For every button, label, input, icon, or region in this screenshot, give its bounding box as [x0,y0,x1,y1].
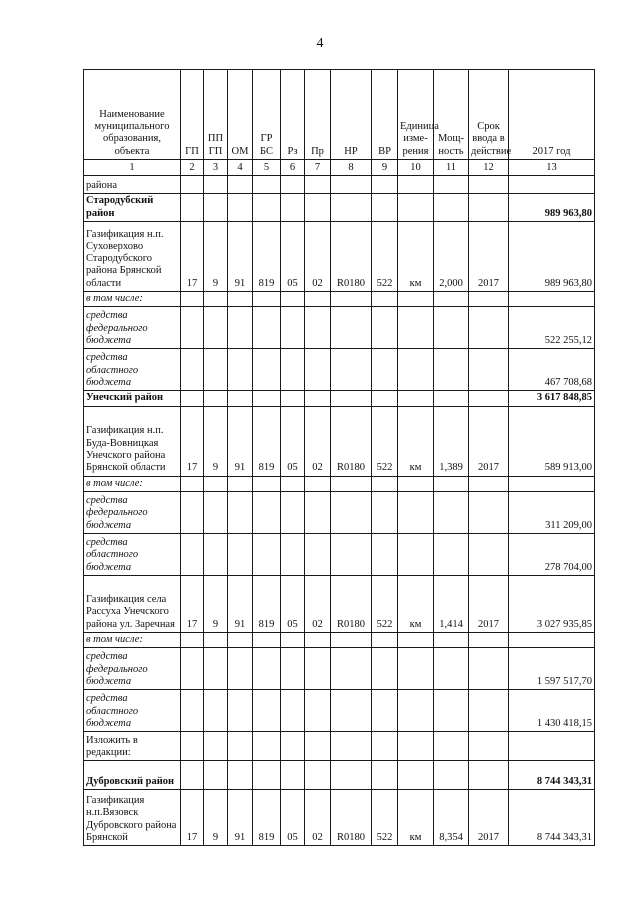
capacity-cell [434,761,469,790]
rz-cell: 05 [281,222,305,292]
grbs-cell: 819 [253,222,281,292]
column-number: 13 [509,160,595,176]
capacity-cell [434,690,469,732]
pr-cell [305,176,331,194]
vr-cell [372,648,398,690]
object-name-cell: Изложить в редакции: [84,732,181,761]
nr-cell [331,690,372,732]
pr-cell [305,476,331,491]
header-cell: Рз [281,70,305,160]
capacity-cell: 1,389 [434,406,469,476]
rz-cell [281,391,305,406]
unit-cell [398,648,434,690]
table-row [84,307,595,349]
gp-cell [181,176,204,194]
object-name-cell: Газификация села Рассуха Унечского района ул. Заречная [84,575,181,632]
budget-table [83,69,595,846]
table-row [84,690,595,732]
amount-2017-cell: 1 430 418,15 [509,690,595,732]
amount-2017-cell: 3 617 848,85 [509,391,595,406]
capacity-cell [434,292,469,307]
amount-2017-cell [509,476,595,491]
commission-year-cell: 2017 [469,790,509,846]
gp-cell [181,648,204,690]
vr-cell [372,690,398,732]
table-row [84,732,595,761]
header-cell: Наименование муниципального образования, объекта [84,70,181,160]
header-cell: ГП [181,70,204,160]
rz-cell [281,632,305,647]
capacity-cell [434,476,469,491]
om-cell: 91 [228,575,253,632]
vr-cell [372,176,398,194]
unit-cell: км [398,406,434,476]
table-row [84,176,595,194]
unit-cell [398,307,434,349]
commission-year-cell [469,690,509,732]
header-cell: 2017 год [509,70,595,160]
capacity-cell: 1,414 [434,575,469,632]
table-row [84,575,595,632]
nr-cell [331,292,372,307]
object-name-cell: средства федерального бюджета [84,307,181,349]
rz-cell [281,292,305,307]
pp-gp-cell [204,476,228,491]
object-name-cell: Дубровский район [84,761,181,790]
unit-cell [398,732,434,761]
table-row [84,632,595,647]
gp-cell [181,292,204,307]
commission-year-cell [469,761,509,790]
column-number: 3 [204,160,228,176]
amount-2017-cell [509,632,595,647]
header-cell: ОМ [228,70,253,160]
column-number: 1 [84,160,181,176]
header-cell: ГР БС [253,70,281,160]
unit-cell: км [398,575,434,632]
column-number: 11 [434,160,469,176]
pp-gp-cell [204,349,228,391]
commission-year-cell: 2017 [469,406,509,476]
gp-cell: 17 [181,406,204,476]
pr-cell [305,349,331,391]
commission-year-cell [469,176,509,194]
pr-cell [305,690,331,732]
grbs-cell: 819 [253,575,281,632]
commission-year-cell [469,391,509,406]
vr-cell [372,292,398,307]
vr-cell [372,307,398,349]
commission-year-cell [469,648,509,690]
grbs-cell [253,761,281,790]
capacity-cell: 2,000 [434,222,469,292]
column-number: 10 [398,160,434,176]
nr-cell: R0180 [331,406,372,476]
grbs-cell [253,307,281,349]
amount-2017-cell: 522 255,12 [509,307,595,349]
pp-gp-cell: 9 [204,790,228,846]
pr-cell [305,533,331,575]
pp-gp-cell [204,648,228,690]
header-cell: ВР [372,70,398,160]
object-name-cell: Газификация н.п. Суховерхово Стародубского района Брянской области [84,222,181,292]
table-row [84,761,595,790]
rz-cell [281,732,305,761]
column-number: 7 [305,160,331,176]
gp-cell [181,349,204,391]
rz-cell [281,176,305,194]
pr-cell [305,632,331,647]
unit-cell [398,194,434,222]
table-row [84,491,595,533]
nr-cell: R0180 [331,575,372,632]
table-row [84,533,595,575]
commission-year-cell [469,632,509,647]
om-cell [228,632,253,647]
nr-cell [331,632,372,647]
gp-cell [181,194,204,222]
pr-cell [305,491,331,533]
pr-cell [305,732,331,761]
column-number: 5 [253,160,281,176]
object-name-cell: Газификация н.п.Вязовск Дубровского района Брянской [84,790,181,846]
pr-cell: 02 [305,406,331,476]
commission-year-cell [469,292,509,307]
rz-cell [281,690,305,732]
column-number: 12 [469,160,509,176]
pr-cell [305,391,331,406]
vr-cell: 522 [372,406,398,476]
header-cell: Мощ-ность [434,70,469,160]
commission-year-cell [469,194,509,222]
rz-cell [281,349,305,391]
amount-2017-cell: 589 913,00 [509,406,595,476]
om-cell [228,391,253,406]
object-name-cell: средства областного бюджета [84,690,181,732]
commission-year-cell: 2017 [469,575,509,632]
grbs-cell [253,632,281,647]
header-cell: Пр [305,70,331,160]
gp-cell [181,533,204,575]
pp-gp-cell [204,491,228,533]
nr-cell [331,176,372,194]
object-name-cell: в том числе: [84,292,181,307]
nr-cell [331,761,372,790]
om-cell [228,307,253,349]
table-header-row [84,70,595,160]
vr-cell [372,391,398,406]
vr-cell [372,349,398,391]
capacity-cell [434,349,469,391]
gp-cell [181,632,204,647]
pp-gp-cell: 9 [204,406,228,476]
header-cell: НР [331,70,372,160]
vr-cell [372,194,398,222]
unit-cell [398,292,434,307]
nr-cell [331,307,372,349]
pr-cell [305,648,331,690]
vr-cell: 522 [372,790,398,846]
capacity-cell [434,194,469,222]
pr-cell: 02 [305,222,331,292]
amount-2017-cell [509,176,595,194]
pr-cell: 02 [305,575,331,632]
om-cell [228,533,253,575]
gp-cell: 17 [181,575,204,632]
capacity-cell [434,307,469,349]
pp-gp-cell [204,176,228,194]
header-cell: Единица изме-рения [398,70,434,160]
vr-cell [372,632,398,647]
om-cell [228,292,253,307]
amount-2017-cell: 1 597 517,70 [509,648,595,690]
table-row [84,292,595,307]
amount-2017-cell: 278 704,00 [509,533,595,575]
grbs-cell [253,349,281,391]
pp-gp-cell [204,307,228,349]
capacity-cell [434,732,469,761]
pp-gp-cell [204,194,228,222]
pr-cell [305,307,331,349]
unit-cell [398,349,434,391]
nr-cell [331,732,372,761]
table-row [84,648,595,690]
unit-cell: км [398,222,434,292]
object-name-cell: средства федерального бюджета [84,648,181,690]
rz-cell [281,476,305,491]
om-cell: 91 [228,222,253,292]
vr-cell [372,533,398,575]
rz-cell: 05 [281,575,305,632]
capacity-cell [434,391,469,406]
om-cell [228,690,253,732]
amount-2017-cell: 989 963,80 [509,222,595,292]
rz-cell: 05 [281,406,305,476]
capacity-cell [434,533,469,575]
commission-year-cell [469,533,509,575]
column-number: 9 [372,160,398,176]
nr-cell [331,391,372,406]
unit-cell [398,391,434,406]
object-name-cell: в том числе: [84,476,181,491]
pr-cell: 02 [305,790,331,846]
gp-cell [181,690,204,732]
object-name-cell: района [84,176,181,194]
capacity-cell [434,648,469,690]
commission-year-cell [469,349,509,391]
table-row [84,476,595,491]
vr-cell [372,732,398,761]
amount-2017-cell [509,292,595,307]
vr-cell [372,761,398,790]
object-name-cell: в том числе: [84,632,181,647]
grbs-cell [253,491,281,533]
om-cell [228,476,253,491]
om-cell [228,349,253,391]
amount-2017-cell: 989 963,80 [509,194,595,222]
unit-cell [398,533,434,575]
capacity-cell: 8,354 [434,790,469,846]
nr-cell: R0180 [331,222,372,292]
table-row [84,194,595,222]
gp-cell [181,761,204,790]
rz-cell [281,307,305,349]
amount-2017-cell: 8 744 343,31 [509,761,595,790]
rz-cell [281,533,305,575]
commission-year-cell [469,491,509,533]
om-cell: 91 [228,790,253,846]
gp-cell: 17 [181,222,204,292]
vr-cell [372,491,398,533]
gp-cell [181,391,204,406]
column-number-row [84,160,595,176]
rz-cell [281,648,305,690]
gp-cell [181,476,204,491]
om-cell [228,761,253,790]
nr-cell [331,491,372,533]
vr-cell: 522 [372,222,398,292]
om-cell [228,732,253,761]
amount-2017-cell: 467 708,68 [509,349,595,391]
column-number: 4 [228,160,253,176]
unit-cell [398,491,434,533]
unit-cell [398,761,434,790]
om-cell [228,491,253,533]
om-cell [228,176,253,194]
gp-cell: 17 [181,790,204,846]
grbs-cell [253,391,281,406]
pr-cell [305,761,331,790]
om-cell: 91 [228,406,253,476]
column-number: 2 [181,160,204,176]
grbs-cell [253,648,281,690]
unit-cell [398,476,434,491]
table-row [84,406,595,476]
object-name-cell: средства областного бюджета [84,533,181,575]
page-number: 4 [316,36,324,51]
nr-cell: R0180 [331,790,372,846]
nr-cell [331,194,372,222]
unit-cell [398,632,434,647]
grbs-cell: 819 [253,406,281,476]
pp-gp-cell [204,533,228,575]
object-name-cell: Стародубский район [84,194,181,222]
object-name-cell: Унечский район [84,391,181,406]
gp-cell [181,491,204,533]
grbs-cell: 819 [253,790,281,846]
object-name-cell: Газификация н.п. Буда-Вовницкая Унечского района Брянской области [84,406,181,476]
table-row [84,222,595,292]
pp-gp-cell: 9 [204,575,228,632]
rz-cell [281,194,305,222]
grbs-cell [253,194,281,222]
vr-cell: 522 [372,575,398,632]
pp-gp-cell [204,690,228,732]
commission-year-cell: 2017 [469,222,509,292]
grbs-cell [253,176,281,194]
pr-cell [305,292,331,307]
gp-cell [181,307,204,349]
rz-cell [281,761,305,790]
unit-cell [398,690,434,732]
pp-gp-cell [204,391,228,406]
column-number: 6 [281,160,305,176]
rz-cell: 05 [281,790,305,846]
capacity-cell [434,491,469,533]
nr-cell [331,533,372,575]
column-number: 8 [331,160,372,176]
pp-gp-cell: 9 [204,222,228,292]
header-cell: ПП ГП [204,70,228,160]
grbs-cell [253,690,281,732]
pr-cell [305,194,331,222]
header-cell: Срок ввода в действие [469,70,509,160]
om-cell [228,648,253,690]
table-row [84,349,595,391]
commission-year-cell [469,732,509,761]
commission-year-cell [469,307,509,349]
grbs-cell [253,732,281,761]
table-row [84,391,595,406]
rz-cell [281,491,305,533]
nr-cell [331,648,372,690]
capacity-cell [434,632,469,647]
grbs-cell [253,476,281,491]
vr-cell [372,476,398,491]
amount-2017-cell: 8 744 343,31 [509,790,595,846]
commission-year-cell [469,476,509,491]
pp-gp-cell [204,732,228,761]
table-row [84,790,595,846]
nr-cell [331,349,372,391]
object-name-cell: средства федерального бюджета [84,491,181,533]
om-cell [228,194,253,222]
unit-cell: км [398,790,434,846]
capacity-cell [434,176,469,194]
nr-cell [331,476,372,491]
pp-gp-cell [204,761,228,790]
amount-2017-cell: 3 027 935,85 [509,575,595,632]
pp-gp-cell [204,292,228,307]
grbs-cell [253,533,281,575]
grbs-cell [253,292,281,307]
amount-2017-cell [509,732,595,761]
amount-2017-cell: 311 209,00 [509,491,595,533]
pp-gp-cell [204,632,228,647]
object-name-cell: средства областного бюджета [84,349,181,391]
gp-cell [181,732,204,761]
unit-cell [398,176,434,194]
